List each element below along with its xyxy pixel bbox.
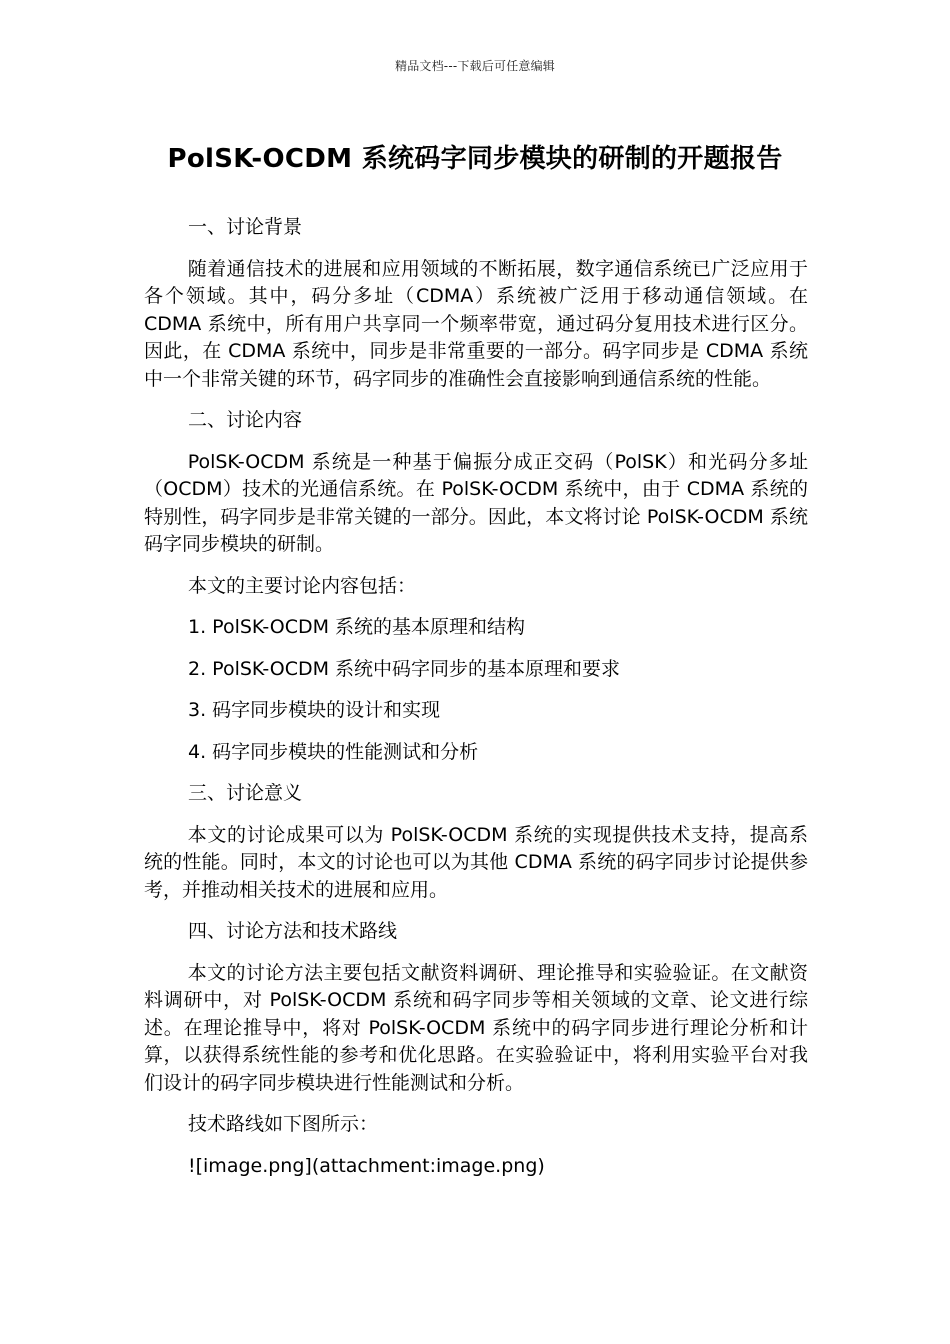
list-item: 2. PolSK-OCDM 系统中码字同步的基本原理和要求 (188, 657, 621, 680)
image-placeholder-text: ![image.png](attachment:image.png) (188, 1154, 545, 1177)
paragraph-significance: 本文的讨论成果可以为 PolSK-OCDM 系统的实现提供技术支持，提高系统的性能。同时，本文的讨论也可以为其他 CDMA 系统的码字同步讨论提供参考，并推动相关技术的进展和应用。 (144, 823, 808, 901)
paragraph-content: PolSK-OCDM 系统是一种基于偏振分成正交码（PolSK）和光码分多址（OCDM）技术的光通信系统。在 PolSK-OCDM 系统中，由于 CDMA 系统的特别性，码字同步是非常关键的一部分。因此，本文将讨论 PolSK-OCDM 系统码字同步模块的研制。 (144, 450, 808, 555)
list-item: 1. PolSK-OCDM 系统的基本原理和结构 (188, 616, 526, 638)
section-heading-background: 一、讨论背景 (188, 216, 303, 238)
list-item: 3. 码字同步模块的设计和实现 (188, 699, 441, 721)
paragraph-methods: 本文的讨论方法主要包括文献资料调研、理论推导和实验验证。在文献资料调研中，对 PolSK-OCDM 系统和码字同步等相关领域的文章、论文进行综述。在理论推导中，将对 PolSK-OCDM 系统中的码字同步进行理论分析和计算，以获得系统性能的参考和优化思路。在实验验证中，将利用实验平台对我们设计的码字同步模块进行性能测试和分析。 (144, 961, 808, 1094)
section-heading-methods: 四、讨论方法和技术路线 (188, 920, 398, 942)
section-heading-significance: 三、讨论意义 (188, 782, 303, 804)
section-heading-content: 二、讨论内容 (188, 409, 303, 431)
document-title: PolSK-OCDM 系统码字同步模块的研制的开题报告 (167, 144, 783, 174)
roadmap-lead: 技术路线如下图所示： (188, 1113, 379, 1135)
paragraph-background: 随着通信技术的进展和应用领域的不断拓展，数字通信系统已广泛应用于各个领域。其中，码分多址（CDMA）系统被广泛用于移动通信领域。在 CDMA 系统中，所有用户共享同一个频率带宽，通过码分复用技术进行区分。因此，在 CDMA 系统中，同步是非常重要的一部分。码字同步是 CDMA 系统中一个非常关键的环节，码字同步的准确性会直接影响到通信系统的性能。 (144, 257, 808, 390)
document-body (144, 214, 808, 1194)
content-list-lead: 本文的主要讨论内容包括： (188, 574, 417, 597)
header-note: 精品文档---下载后可任意编辑 (395, 59, 555, 73)
list-item: 4. 码字同步模块的性能测试和分析 (188, 740, 479, 763)
